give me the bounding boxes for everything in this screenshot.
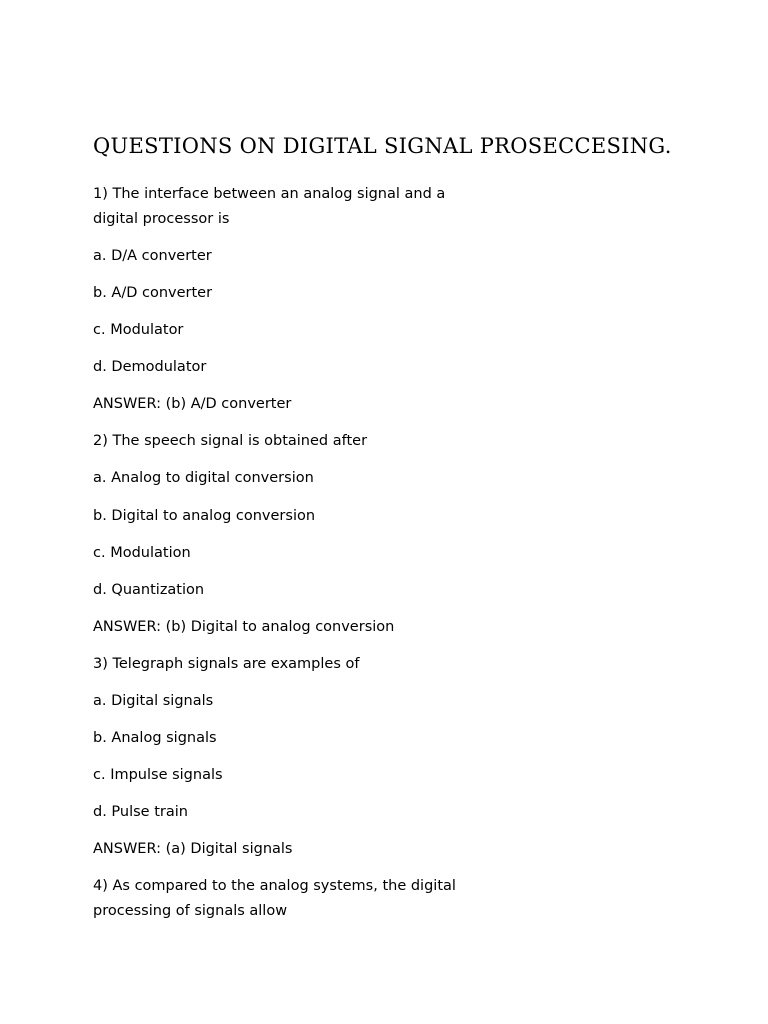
q1-question-line1: 1) The interface between an analog signal and a <box>93 186 446 202</box>
q4-question-line2: processing of signals allow <box>93 903 288 919</box>
q2-option-c: c. Modulation <box>93 545 191 561</box>
q2-option-a: a. Analog to digital conversion <box>93 470 314 486</box>
q3-option-b: b. Analog signals <box>93 730 217 746</box>
q1-answer: ANSWER: (b) A/D converter <box>93 396 292 412</box>
q3-question: 3) Telegraph signals are examples of <box>93 656 360 672</box>
q3-option-c: c. Impulse signals <box>93 767 223 783</box>
q2-option-b: b. Digital to analog conversion <box>93 508 316 524</box>
q3-option-a: a. Digital signals <box>93 693 214 709</box>
q2-answer: ANSWER: (b) Digital to analog conversion <box>93 619 395 635</box>
q3-answer: ANSWER: (a) Digital signals <box>93 841 293 857</box>
q2-question: 2) The speech signal is obtained after <box>93 433 368 449</box>
q1-question-line2: digital processor is <box>93 211 230 227</box>
q1-option-a: a. D/A converter <box>93 248 212 264</box>
q1-option-d: d. Demodulator <box>93 359 207 375</box>
q3-option-d: d. Pulse train <box>93 804 188 820</box>
q2-option-d: d. Quantization <box>93 582 205 598</box>
document-title: QUESTIONS ON DIGITAL SIGNAL PROSECCESING. <box>93 134 672 158</box>
q1-option-b: b. A/D converter <box>93 285 213 301</box>
q1-option-c: c. Modulator <box>93 322 184 338</box>
q4-question-line1: 4) As compared to the analog systems, the digital <box>93 878 456 894</box>
